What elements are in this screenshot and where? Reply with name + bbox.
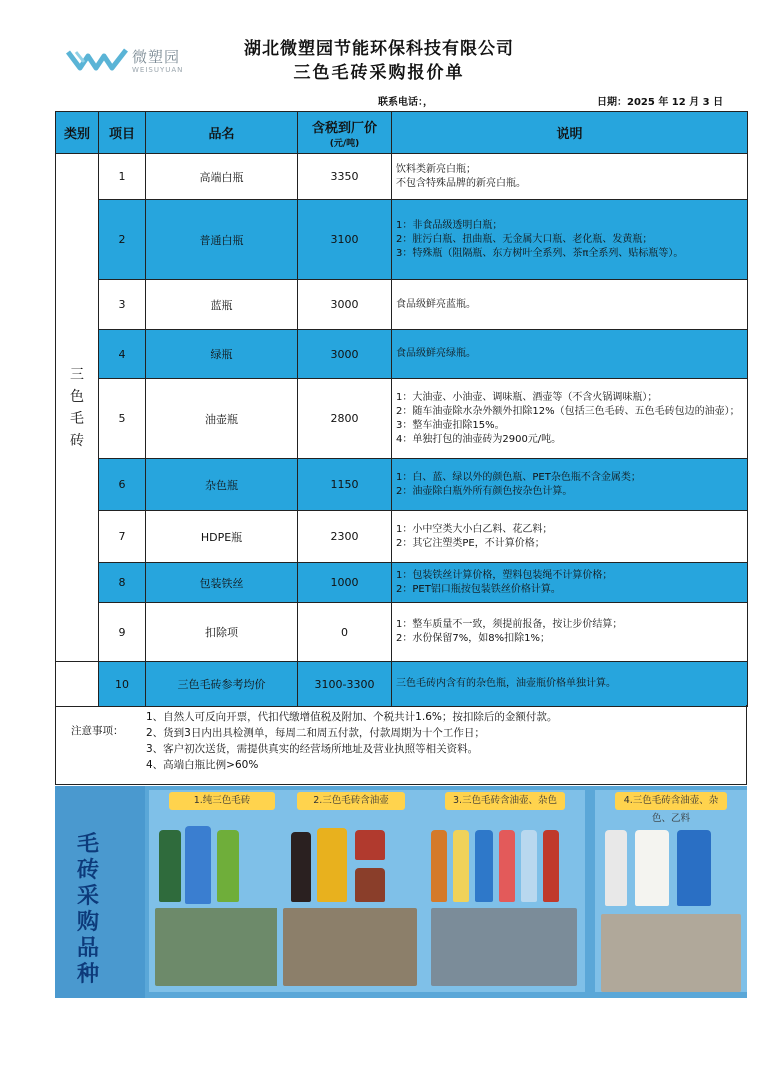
panel-3 (425, 790, 585, 992)
desc-line: 2：PET铝口瓶按包装铁丝价格计算。 (396, 583, 561, 595)
bottle-image (185, 826, 211, 904)
row-desc (392, 200, 748, 280)
row-desc (392, 280, 748, 330)
category-cell-blank (56, 662, 99, 707)
row-price: 3100-3300 (298, 662, 392, 707)
contact-line (378, 93, 433, 108)
table-row (56, 603, 748, 662)
contact-label: 联系电话： (378, 97, 423, 108)
panel-1 (149, 790, 295, 992)
bale-image (601, 914, 741, 992)
panel-label: 3.三色毛砖含油壶、杂色 (445, 792, 565, 810)
banner-side-title: 毛砖采购品种 (76, 832, 99, 987)
bottle-image (159, 830, 181, 902)
company-name: 湖北微塑园节能环保科技有限公司 (244, 39, 514, 59)
header-price-label: 含税到厂价 (311, 120, 377, 136)
notes-label: 注意事项： (71, 725, 124, 737)
bottle-image (543, 830, 559, 902)
row-price: 2300 (298, 511, 392, 563)
note-item: 2、货到3日内出具检测单，每周二和周五付款，付款周期为十个工作日； (146, 727, 485, 739)
note-item: 3、客户初次送货，需提供真实的经营场所地址及营业执照等相关资料。 (146, 743, 479, 755)
logo-sub: WEISUYUAN (132, 66, 184, 74)
row-no: 10 (99, 662, 146, 707)
desc-line: 食品级鲜亮蓝瓶。 (396, 298, 476, 310)
row-no: 8 (99, 563, 146, 603)
row-price: 2800 (298, 379, 392, 459)
row-name: 杂色瓶 (146, 459, 298, 511)
panel-label: 4.三色毛砖含油壶、杂色、乙料 (615, 792, 727, 810)
header-name: 品名 (146, 112, 298, 154)
table-row (56, 662, 748, 707)
header-price-unit: (元/吨) (329, 138, 360, 149)
table-row (56, 330, 748, 379)
row-desc (392, 662, 748, 707)
page-title: 三色毛砖采购报价单 (293, 63, 465, 83)
desc-line: 饮料类新亮白瓶； (396, 163, 476, 175)
desc-line: 1：非食品级透明白瓶； (396, 219, 503, 231)
table-row (56, 379, 748, 459)
row-name: 包装铁丝 (146, 563, 298, 603)
row-no: 1 (99, 154, 146, 200)
bottle-image (499, 830, 515, 902)
desc-line: 2：油壶除白瓶外所有颜色按杂色计算。 (396, 485, 573, 497)
bottle-image (635, 830, 669, 906)
bottle-image (453, 830, 469, 902)
row-name: 三色毛砖参考均价 (146, 662, 298, 707)
bottle-image (291, 832, 311, 902)
contact-value: ， (423, 97, 433, 108)
banner-side (55, 786, 145, 998)
logo-name: 微塑园 (132, 48, 181, 66)
row-name: 高端白瓶 (146, 154, 298, 200)
table-row (56, 154, 748, 200)
notes-list (146, 709, 557, 773)
desc-line: 1：整车质量不一致，须提前报备，按让步价结算； (396, 619, 623, 630)
desc-line: 1：包装铁丝计算价格，塑料包装绳不计算价格； (396, 569, 613, 581)
bottle-image (605, 830, 627, 906)
desc-line: 1：大油壶、小油壶、调味瓶、酒壶等（不含火锅调味瓶）； (396, 391, 658, 403)
row-no: 3 (99, 280, 146, 330)
row-desc (392, 563, 748, 603)
desc-line: 2：脏污白瓶、扭曲瓶、无金属大口瓶、老化瓶、发黄瓶； (396, 233, 653, 245)
table-row (56, 280, 748, 330)
desc-line: 不包含特殊品牌的新亮白瓶。 (396, 177, 526, 189)
table-row (56, 563, 748, 603)
notes-section (55, 705, 747, 785)
bottle-image (677, 830, 711, 906)
desc-line: 3：整车油壶扣除15%。 (396, 419, 505, 431)
desc-line: 1：小中空类大小白乙料、花乙料； (396, 523, 553, 535)
desc-line: 4：单独打包的油壶砖为2900元/吨。 (396, 433, 562, 445)
desc-line: 3：特殊瓶（阻隔瓶、东方树叶全系列、茶π全系列、贴标瓶等）。 (396, 247, 684, 259)
row-no: 4 (99, 330, 146, 379)
panel-2 (277, 790, 425, 992)
row-desc (392, 603, 748, 662)
note-item: 4、高端白瓶比例>60% (146, 759, 259, 771)
desc-line: 食品级鲜亮绿瓶。 (396, 348, 476, 359)
row-no: 7 (99, 511, 146, 563)
product-banner (55, 786, 747, 998)
category-label: 三色毛砖 (70, 366, 84, 449)
price-table (55, 111, 748, 707)
header-category: 类别 (56, 112, 99, 154)
bottle-image (431, 830, 447, 902)
row-desc (392, 459, 748, 511)
desc-line: 1：白、蓝、绿以外的颜色瓶、PET杂色瓶不含金属类； (396, 471, 641, 483)
header-desc: 说明 (392, 112, 748, 154)
bottle-image (355, 868, 385, 902)
bottle-image (355, 830, 385, 860)
row-desc (392, 154, 748, 200)
header-item: 项目 (99, 112, 146, 154)
row-name: 绿瓶 (146, 330, 298, 379)
row-price: 3000 (298, 280, 392, 330)
row-name: 蓝瓶 (146, 280, 298, 330)
bottle-image (475, 830, 493, 902)
category-cell (56, 154, 99, 662)
bale-image (283, 908, 417, 986)
row-no: 5 (99, 379, 146, 459)
row-no: 9 (99, 603, 146, 662)
table-row (56, 200, 748, 280)
bottle-image (217, 830, 239, 902)
row-name: 普通白瓶 (146, 200, 298, 280)
bale-image (431, 908, 577, 986)
note-item: 1、自然人可反向开票，代扣代缴增值税及附加、个税共计1.6%；按扣除后的金额付款。 (146, 711, 558, 723)
table-row (56, 459, 748, 511)
row-no: 6 (99, 459, 146, 511)
bottle-image (317, 828, 347, 902)
row-name: HDPE瓶 (146, 511, 298, 563)
desc-line: 三色毛砖内含有的杂色瓶，油壶瓶价格单独计算。 (396, 678, 616, 689)
row-price: 1000 (298, 563, 392, 603)
date: 日期：2025 年 12 月 3 日 (597, 97, 724, 108)
desc-line: 2：其它注塑类PE，不计算价格； (396, 537, 545, 549)
row-desc (392, 330, 748, 379)
table-header-row (56, 112, 748, 154)
row-price: 1150 (298, 459, 392, 511)
desc-line: 2：随车油壶除水杂外额外扣除12%（包括三色毛砖、五色毛砖包边的油壶）； (396, 405, 740, 417)
row-price: 0 (298, 603, 392, 662)
bale-image (155, 908, 287, 986)
panel-label: 1.纯三色毛砖 (169, 792, 275, 810)
row-desc (392, 511, 748, 563)
panel-label: 2.三色毛砖含油壶 (297, 792, 405, 810)
row-price: 3350 (298, 154, 392, 200)
table-row (56, 511, 748, 563)
row-name: 扣除项 (146, 603, 298, 662)
row-desc (392, 379, 748, 459)
row-name: 油壶瓶 (146, 379, 298, 459)
desc-line: 2：水份保留7%，如8%扣除1%； (396, 633, 550, 644)
header-price (298, 112, 392, 154)
row-price: 3100 (298, 200, 392, 280)
row-no: 2 (99, 200, 146, 280)
row-price: 3000 (298, 330, 392, 379)
bottle-image (521, 830, 537, 902)
panel-4 (595, 790, 747, 992)
